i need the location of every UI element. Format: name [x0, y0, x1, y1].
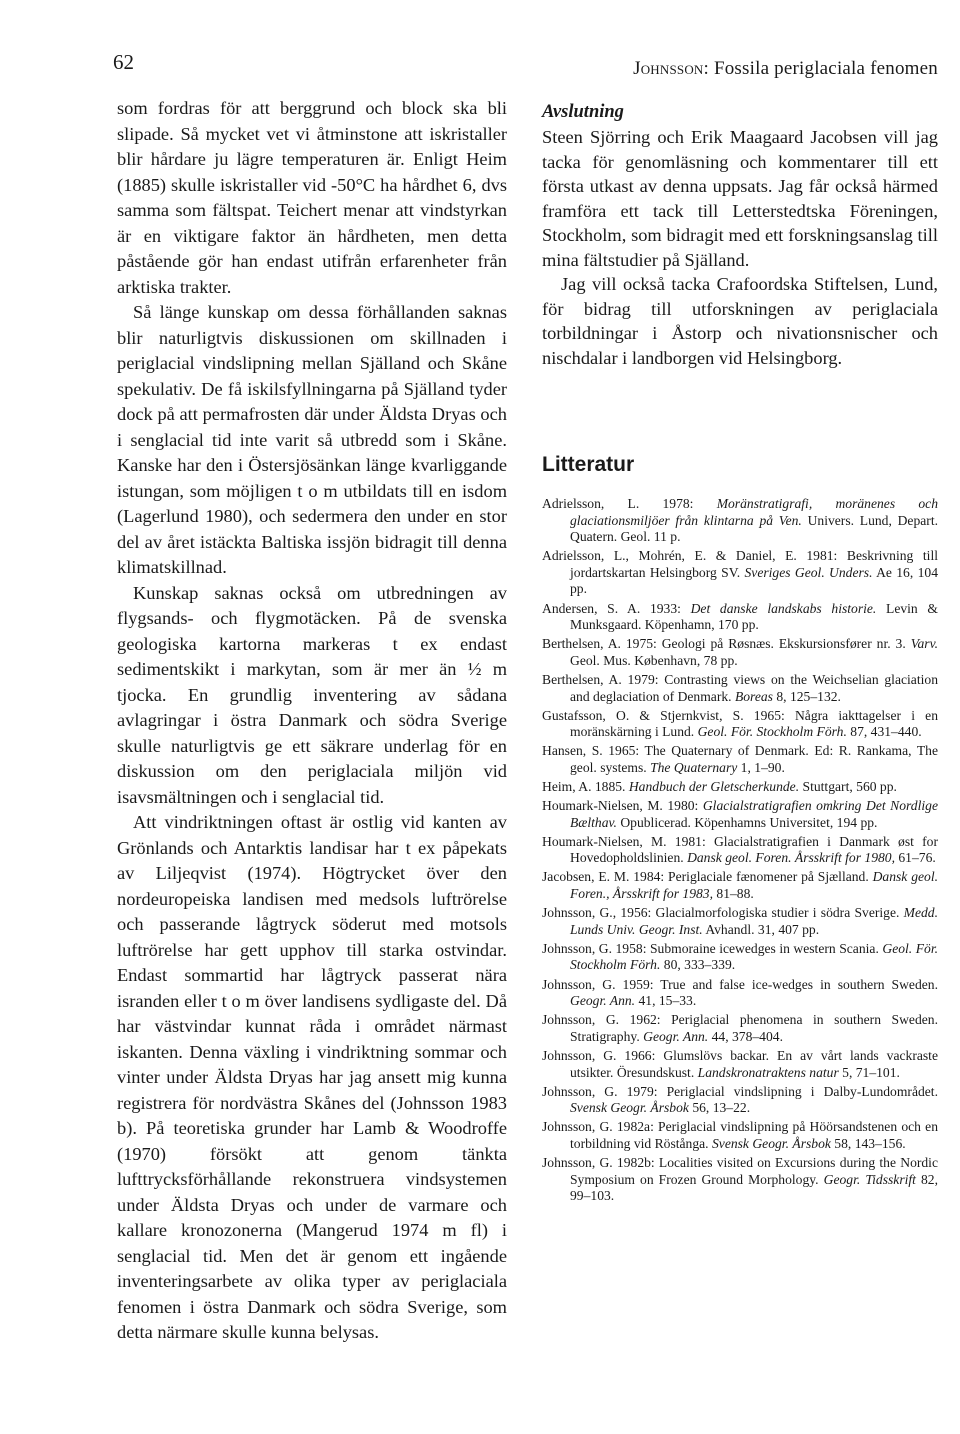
reference-item: Hansen, S. 1965: The Quaternary of Denmark. Ed: R. Rankama, The geol. systems. The Quaternary 1, 1–90. — [542, 743, 938, 775]
body-paragraph: Att vindriktningen oftast är ostlig vid kanten av Grönlands och Antarktis landisar har t ex påpekats av Liljeqvist (1974). Högtrycket över den nordeuropeiska landisen med medsols luftrörelse och passerande lågtryck söderut med motsols luftrörelse har gett upphov till starka ostvindar. Endast sommartid har lågtryck passerat nära isranden eller t o m över landisens sydligaste del. Då har västvindar kunnat råda i området närmast iskanten. Denna växling i vindriktning sommar och vinter under Äldsta Dryas har jag ansett mig kunna registrera för nordvästra Skånes del (Johnsson 1983 b). På teoretiska grunder har Lamb & Woodroffe (1970) försökt att genom tänkta lufttrycksförhållande rekonstruera vindsystemen under Äldsta Dryas och under de varmare och kallare kronozonerna (Mangerud 1974 m fl) i senglacial tid. Men det är genom ett ingående inventeringsarbete av olika typer av periglaciala fenomen i östra Danmark och södra Sverige, som detta närmare skulle kunna belysas. — [117, 812, 507, 1342]
reference-item: Jacobsen, E. M. 1984: Periglaciale fænomener på Sjælland. Dansk geol. Foren., Årsskrift for 1983, 81–88. — [542, 869, 939, 902]
reference-item: Adrielsson, L., Mohrén, E. & Daniel, E. 1981: Beskrivning till jordartskartan Helsingborg SV. Sveriges Geol. Unders. Ae 16, 104 pp. — [542, 548, 938, 597]
reference-item: Johnsson, G. 1962: Periglacial phenomena in southern Sweden. Stratigraphy. Geogr. Ann. 44, 378–404. — [542, 1012, 938, 1044]
reference-item: Johnsson, G. 1982b: Localities visited on Excursions during the Nordic Symposium on Frozen Ground Morphology. Geogr. Tidsskrift 82, 99–103. — [542, 1154, 939, 1204]
left-column — [117, 96, 507, 1346]
reference-item: Johnsson, G. 1982a: Periglacial vindslipning på Höörsandstenen och en torbildning vid Röstånga. Svensk Geogr. Årsbok 58, 143–156. — [542, 1119, 938, 1151]
body-paragraph: som fordras för att berggrund och block ska bli slipade. Så mycket vet vi åtminstone att iskristaller blir hårdare ju lägre temperaturen är. Enligt Heim (1885) skulle iskristaller vid -50°C ha hårdhet 6, dvs samma som fältspat. Teichert menar att vindstyrkan är en viktigare faktor än hårdheten, men detta påstående gör han endast utifrån erfarenheter från arktiska trakter. — [117, 98, 507, 297]
reference-item: Johnsson, G. 1979: Periglacial vindslipning i Dalby-Lundområdet. Svensk Geogr. Årsbok 56, 13–22. — [542, 1083, 938, 1116]
acknowledgement-paragraph: Steen Sjörring och Erik Maagaard Jacobsen vill jag tacka för genomläsning och kommentarer till ett första utkast av denna uppsats. Jag får också härmed framföra ett tack till Letterstedtska Föreningen, Stockholm, som bidragit med ett forskningsanslag till mina fältstudier på Själland. — [542, 127, 938, 270]
running-head-title: : Fossila periglaciala fenomen — [703, 58, 938, 79]
reference-item: Johnsson, G., 1956: Glacialmorfologiska studier i södra Sverige. Medd. Lunds Univ. Geogr. Inst. Avhandl. 31, 407 pp. — [542, 905, 938, 937]
reference-item: Johnsson, G. 1966: Glumslövs backar. En av vårt lands vackraste utsikter. Öresundskust. Landskronatraktens natur 5, 71–101. — [542, 1047, 938, 1080]
reference-item: Andersen, S. A. 1933: Det danske landskabs historie. Levin & Munksgaard. Köpenhamn, 170 pp. — [542, 600, 938, 633]
page-number: 62 — [113, 50, 134, 74]
reference-item: Houmark-Nielsen, M. 1981: Glacialstratigrafien i Danmark øst for Hovedopholdslinien. Dansk geol. Foren. Årsskrift for 1980, 61–76. — [542, 833, 938, 866]
reference-item: Heim, A. 1885. Handbuch der Gletscherkunde. Stuttgart, 560 pp. — [542, 779, 897, 794]
right-column — [542, 100, 938, 1207]
acknowledgement-paragraph: Jag vill också tacka Crafoordska Stiftelsen, Lund, för bidrag till utforskningen av periglaciala torbildningar i Åstorp och nivationsnischer och nischdalar i landborgen vid Helsingborg. — [542, 274, 938, 368]
reference-item: Johnsson, G. 1958: Submoraine icewedges in western Scania. Geol. För. Stockholm Förh. 80, 333–339. — [542, 940, 938, 973]
running-head — [633, 58, 938, 80]
reference-item: Houmark-Nielsen, M. 1980: Glacialstratigrafien omkring Det Nordlige Bælthav. Opublicerad. Köpenhamns Universitet, 194 pp. — [542, 798, 938, 830]
reference-list — [542, 496, 938, 1205]
body-paragraph: Så länge kunskap om dessa förhållanden saknas blir naturligtvis diskussionen om skillnaden i periglacial vindslipning mellan Själland och Skåne spekulativ. De få iskilsfyllningarna på Själland tyder dock på att permafrosten där under Äldsta Dryas och i senglacial tid inte varit så utbredd som i Skåne. Kanske har den i Östersjösänkan länge kvarliggande istungan, som möjligen t o m utbildats till en isdom (Lagerlund 1980), och sedermera den under en stor del av året istäckta Baltiska issjön bidragit till denna klimatskillnad. — [117, 302, 507, 577]
reference-item: Johnsson, G. 1959: True and false ice-wedges in southern Sweden. Geogr. Ann. 41, 15–33. — [542, 976, 938, 1009]
body-paragraph: Kunskap saknas också om utbredningen av flygsands- och flygmotäcken. På de svenska geologiska kartorna markeras t ex endast sedimentskikt i markytan, som är mer än ½ m tjocka. En grundlig inventering av sådana avlagringar i östra Danmark och södra Sverige skulle naturligtvis ge ett säkrare underlag för en diskussion om den periglaciala miljön vid isavsmältningen och i senglacial tid. — [117, 582, 507, 807]
running-head-author: Johnsson — [633, 58, 704, 79]
reference-item: Berthelsen, A. 1979: Contrasting views on the Weichselian glaciation and deglaciation of Denmark. Boreas 8, 125–132. — [542, 671, 938, 704]
reference-item: Gustafsson, O. & Stjernkvist, S. 1965: Några iakttagelser i en moränskärning i Lund. Geol. För. Stockholm Förh. 87, 431–440. — [542, 707, 938, 740]
literature-heading: Litteratur — [542, 453, 635, 476]
reference-item: Berthelsen, A. 1975: Geologi på Røsnæs. Ekskursionsfører nr. 3. Varv. Geol. Mus. København, 78 pp. — [542, 636, 938, 668]
reference-item: Adrielsson, L. 1978: Moränstratigrafi, moränenes och glaciationsmiljöer från klintarna på Ven. Univers. Lund, Depart. Quatern. Geol. 11 p. — [542, 496, 939, 545]
acknowledgement-heading: Avslutning — [542, 102, 624, 122]
